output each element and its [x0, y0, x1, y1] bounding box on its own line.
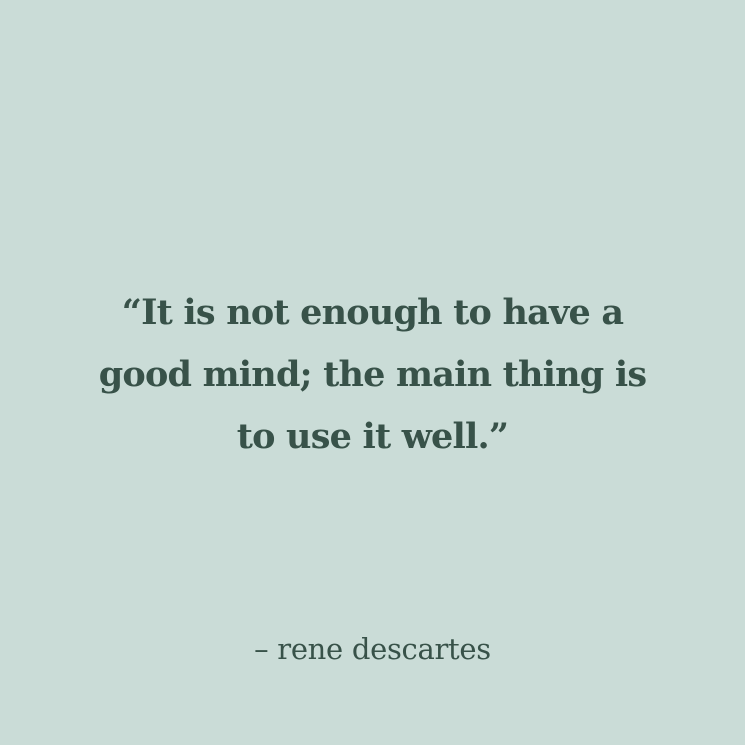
quote-line-1: “It is not enough to have a [121, 292, 624, 333]
quote-line-3: to use it well.” [236, 416, 509, 457]
quote-line-2: good mind; the main thing is [98, 354, 647, 395]
quote-attribution: – rene descartes [254, 632, 491, 666]
quote-text [60, 282, 685, 468]
